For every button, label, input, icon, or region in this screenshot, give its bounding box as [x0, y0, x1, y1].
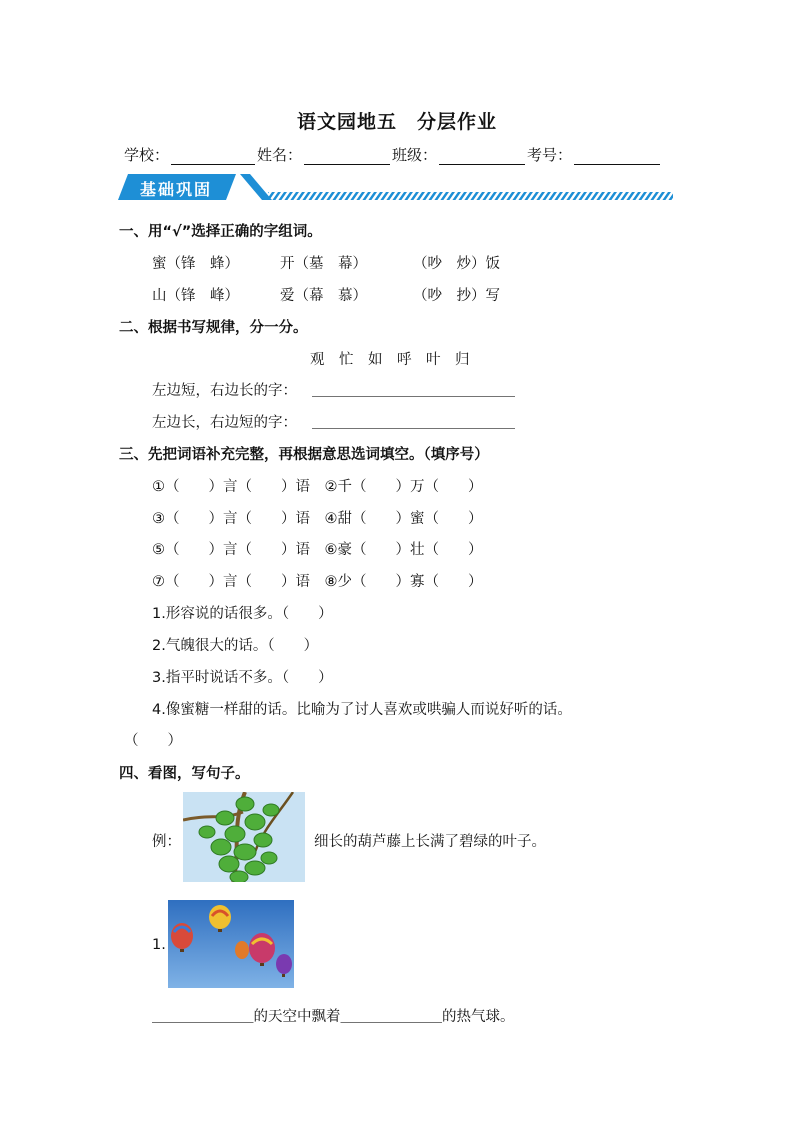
name-label: 姓名： [257, 146, 303, 164]
hot-air-balloons-image [168, 900, 294, 988]
gourd-vine-image [183, 792, 305, 882]
q2-heading: 二、根据书写规律，分一分。 [119, 320, 308, 336]
q3-item-3[interactable]: 3.指平时说话不多。（ ） [152, 670, 333, 686]
q4-item1-label: 1. [152, 937, 166, 953]
q2-characters: 观 忙 如 呼 叶 归 [310, 352, 470, 368]
q1-heading: 一、用“√”选择正确的字组词。 [119, 224, 322, 240]
q1-row2-item1: 山（锋 峰） [152, 288, 239, 304]
name-blank[interactable] [304, 148, 390, 165]
q2-line1-blank[interactable]: ＿＿＿＿＿＿＿＿＿＿＿＿＿＿ [312, 383, 515, 399]
q2-line1-label: 左边短，右边长的字： [152, 383, 297, 399]
q1-row1-item1: 蜜（锋 蜂） [152, 256, 239, 272]
section-banner [118, 172, 675, 204]
q2-line2-label: 左边长，右边短的字： [152, 415, 297, 431]
school-blank[interactable] [171, 148, 255, 165]
q3-word-row[interactable]: ⑦（ ）言（ ）语 ⑧少（ ）寡（ ） [152, 574, 483, 590]
number-blank[interactable] [574, 148, 660, 165]
q1-row2-item3: （吵 抄）写 [413, 288, 500, 304]
q2-line2-blank[interactable]: ＿＿＿＿＿＿＿＿＿＿＿＿＿＿ [312, 415, 515, 431]
student-info-row [124, 144, 662, 165]
q3-word-row[interactable]: ①（ ）言（ ）语 ②千（ ）万（ ） [152, 479, 483, 495]
q4-item1-sentence[interactable]: ＿＿＿＿＿＿＿的天空中飘着＿＿＿＿＿＿＿的热气球。 [152, 1009, 515, 1025]
q4-example-sentence: 细长的葫芦藤上长满了碧绿的叶子。 [314, 834, 546, 850]
q3-item-4: 4.像蜜糖一样甜的话。比喻为了讨人喜欢或哄骗人而说好听的话。 [152, 702, 572, 718]
q4-heading: 四、看图，写句子。 [119, 766, 250, 782]
q3-word-row[interactable]: ③（ ）言（ ）语 ④甜（ ）蜜（ ） [152, 511, 483, 527]
q3-heading: 三、先把词语补充完整，再根据意思选词填空。（填序号） [119, 447, 489, 463]
number-label: 考号： [527, 146, 573, 164]
q1-row1-item2: 开（墓 幕） [280, 256, 367, 272]
q3-item-2[interactable]: 2.气魄很大的话。（ ） [152, 638, 319, 654]
school-label: 学校： [124, 146, 170, 164]
q3-word-row[interactable]: ⑤（ ）言（ ）语 ⑥豪（ ）壮（ ） [152, 542, 483, 558]
q1-row2-item2: 爱（幕 慕） [280, 288, 367, 304]
class-blank[interactable] [439, 148, 525, 165]
banner-label: 基础巩固 [140, 180, 213, 199]
q4-example-label: 例： [152, 834, 181, 850]
page-title: 语文园地五 分层作业 [296, 111, 497, 133]
q3-item-4-answer[interactable]: （ ） [124, 733, 182, 749]
class-label: 班级： [392, 146, 438, 164]
q3-item-1[interactable]: 1.形容说的话很多。（ ） [152, 606, 333, 622]
q1-row1-item3: （吵 炒）饭 [413, 256, 500, 272]
